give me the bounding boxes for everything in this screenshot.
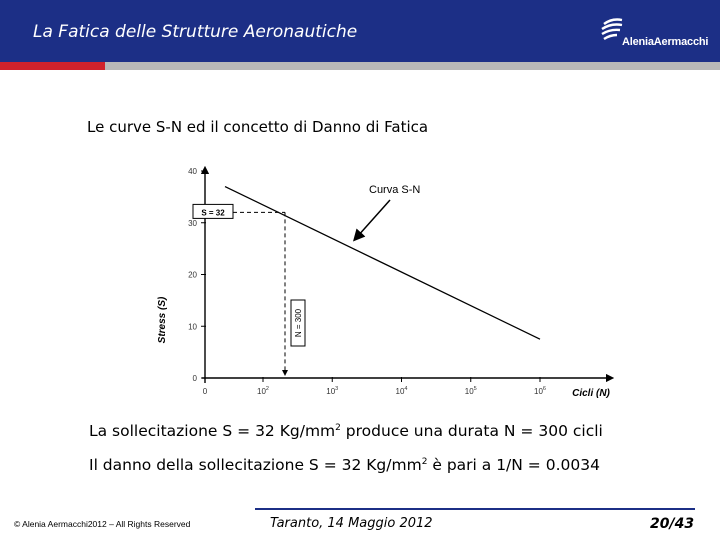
x-tick-label: $10^3$ xyxy=(326,386,339,396)
s32-box-label: S = 32 xyxy=(201,208,225,218)
footer-event: Taranto, 14 Maggio 2012 xyxy=(270,516,433,531)
x-tick-label: $10^4$ xyxy=(395,386,408,396)
header-grey-strip xyxy=(105,62,720,70)
curve-label: Curva S-N xyxy=(369,184,421,196)
header-title: La Fatica delle Strutture Aeronautiche xyxy=(33,22,358,42)
curve-label-arrow xyxy=(357,200,390,237)
statement-1-sup: 2 xyxy=(335,423,341,433)
x-tick-label: $10^5$ xyxy=(464,386,477,396)
statement-2-sup: 2 xyxy=(421,457,428,467)
slide-subtitle: Le curve S-N ed il concetto di Danno di Fatica xyxy=(87,118,429,136)
page-number: 20/43 xyxy=(650,516,695,532)
x-axis-title: Cicli (N) xyxy=(572,388,610,399)
x-tick-label: $10^6$ xyxy=(534,386,546,396)
y-tick-label: 20 xyxy=(188,270,197,280)
n300-box-label: N = 300 xyxy=(294,308,303,338)
y-tick-label: 40 xyxy=(188,167,197,176)
logo-text: AleniaAermacchi xyxy=(622,36,709,48)
statement-1-suffix: produce una durata N = 300 cicli xyxy=(340,422,603,440)
footer-rule xyxy=(255,508,695,510)
header-bar xyxy=(0,0,720,62)
statement-line-2 xyxy=(89,456,600,474)
sn-curve-chart xyxy=(145,160,625,410)
y-tick-label: 30 xyxy=(188,218,197,228)
statement-1-prefix: La sollecitazione S = 32 Kg/mm xyxy=(89,422,336,440)
y-tick-label: 10 xyxy=(188,322,197,332)
header-accent-strip xyxy=(0,62,105,70)
company-logo xyxy=(600,16,712,52)
statement-2-prefix: Il danno della sollecitazione S = 32 Kg/mm xyxy=(89,456,422,474)
statement-2-suffix: è pari a 1/N = 0.0034 xyxy=(427,456,600,474)
footer-copyright: © Alenia Aermacchi2012 – All Rights Reserved xyxy=(14,519,191,529)
y-axis-title: Stress (S) xyxy=(157,296,168,344)
x-tick-label: 0 xyxy=(202,387,208,396)
statement-line-1 xyxy=(89,422,603,440)
x-tick-label: $10^2$ xyxy=(257,386,269,396)
y-tick-label: 0 xyxy=(192,374,197,383)
